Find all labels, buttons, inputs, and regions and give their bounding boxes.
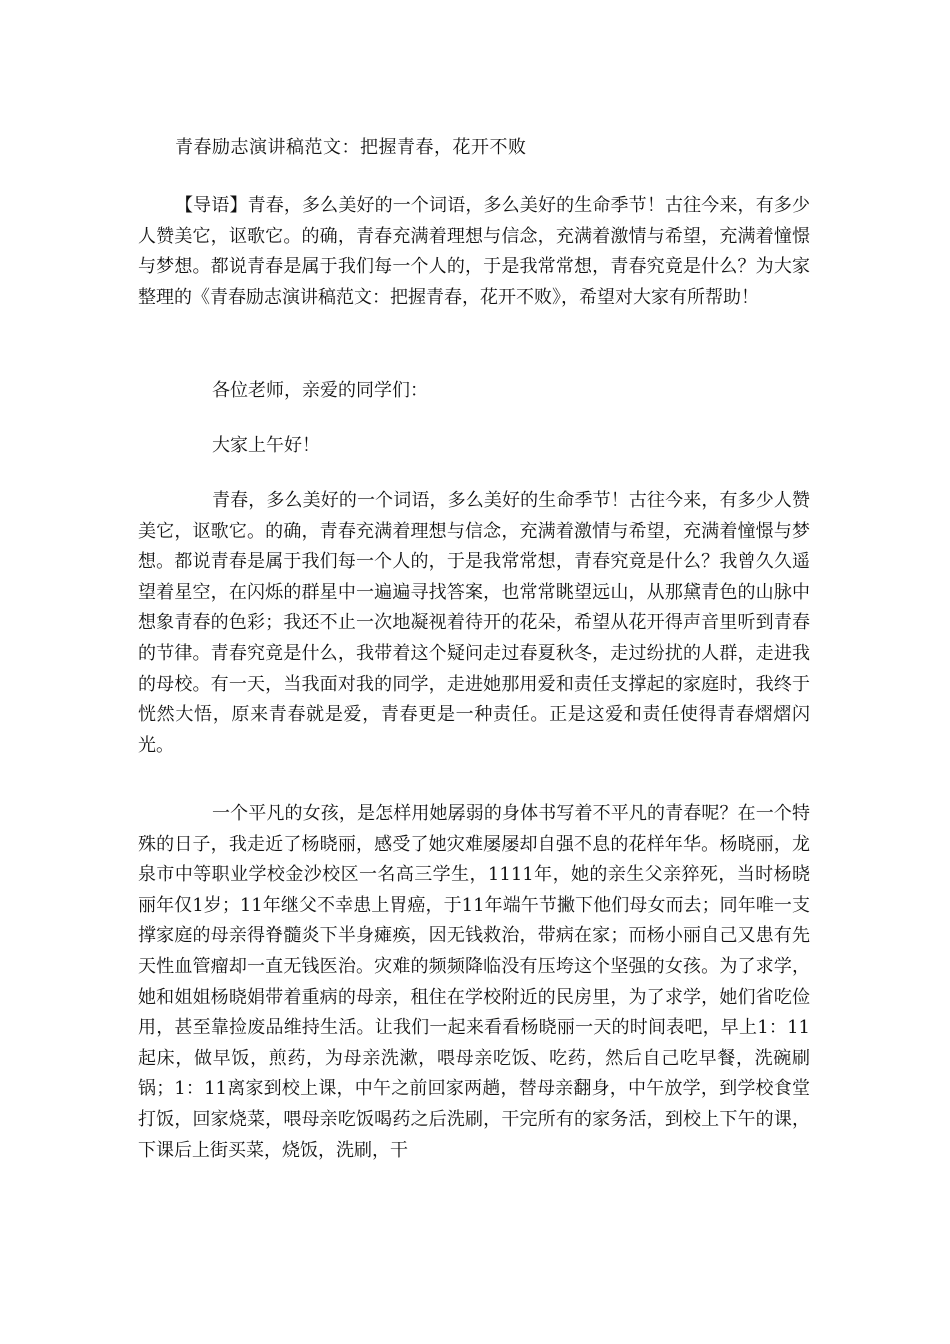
document-title: 青春励志演讲稿范文：把握青春，花开不败 <box>175 137 527 158</box>
body-paragraph-2: 一个平凡的女孩，是怎样用她孱弱的身体书写着不平凡的青春呢？在一个特殊的日子，我走近了杨晓丽，感受了她灾难屡屡却自强不息的花样年华。杨晓丽，龙泉市中等职业学校金沙校区一名高三学生，1111年，她的亲生父亲猝死，当时杨晓丽年仅1岁；11年继父不幸患上胃癌，于11年端午节撇下他们母女而去；同年唯一支撑家庭的母亲得脊髓炎下半身瘫痪，因无钱救治，带病在家；而杨小丽自己又患有先天性血管瘤却一直无钱医治。灾难的频频降临没有压垮这个坚强的女孩。为了求学，她和姐姐杨晓娟带着重病的母亲，租住在学校附近的民房里，为了求学，她们省吃俭用，甚至靠捡废品维持生活。让我们一起来看看杨晓丽一天的时间表吧，早上1：11起床，做早饭，煎药，为母亲洗漱，喂母亲吃饭、吃药，然后自己吃早餐，洗碗刷锅；1：11离家到校上课，中午之前回家两趟，替母亲翻身，中午放学，到学校食堂打饭，回家烧菜，喂母亲吃饭喝药之后洗刷，干完所有的家务活，到校上下午的课，下课后上街买菜，烧饭，洗刷，干 <box>138 803 810 1161</box>
intro-paragraph: 【导语】青春，多么美好的一个词语，多么美好的生命季节！古往今来，有多少人赞美它，讴歌它。的确，青春充满着理想与信念，充满着激情与希望，充满着憧憬与梦想。都说青春是属于我们每一个人的，于是我常常想，青春究竟是什么？为大家整理的《青春励志演讲稿范文：把握青春，花开不败》，希望对大家有所帮助！ <box>138 195 810 308</box>
greeting-line: 大家上午好！ <box>212 435 320 456</box>
salutation-line: 各位老师，亲爱的同学们： <box>212 380 428 401</box>
body-paragraph-1: 青春，多么美好的一个词语，多么美好的生命季节！古往今来，有多少人赞美它，讴歌它。的确，青春充满着理想与信念，充满着激情与希望，充满着憧憬与梦想。都说青春是属于我们每一个人的，于是我常常想，青春究竟是什么？我曾久久遥望着星空，在闪烁的群星中一遍遍寻找答案，也常常眺望远山，从那黛青色的山脉中想象青春的色彩；我还不止一次地凝视着待开的花朵，希望从花开得声音里听到青春的节律。青春究竟是什么，我带着这个疑问走过春夏秋冬，走过纷扰的人群，走进我的母校。有一天，当我面对我的同学，走进她那用爱和责任支撑起的家庭时，我终于恍然大悟，原来青春就是爱，青春更是一种责任。正是这爱和责任使得青春熠熠闪光。 <box>138 490 810 756</box>
